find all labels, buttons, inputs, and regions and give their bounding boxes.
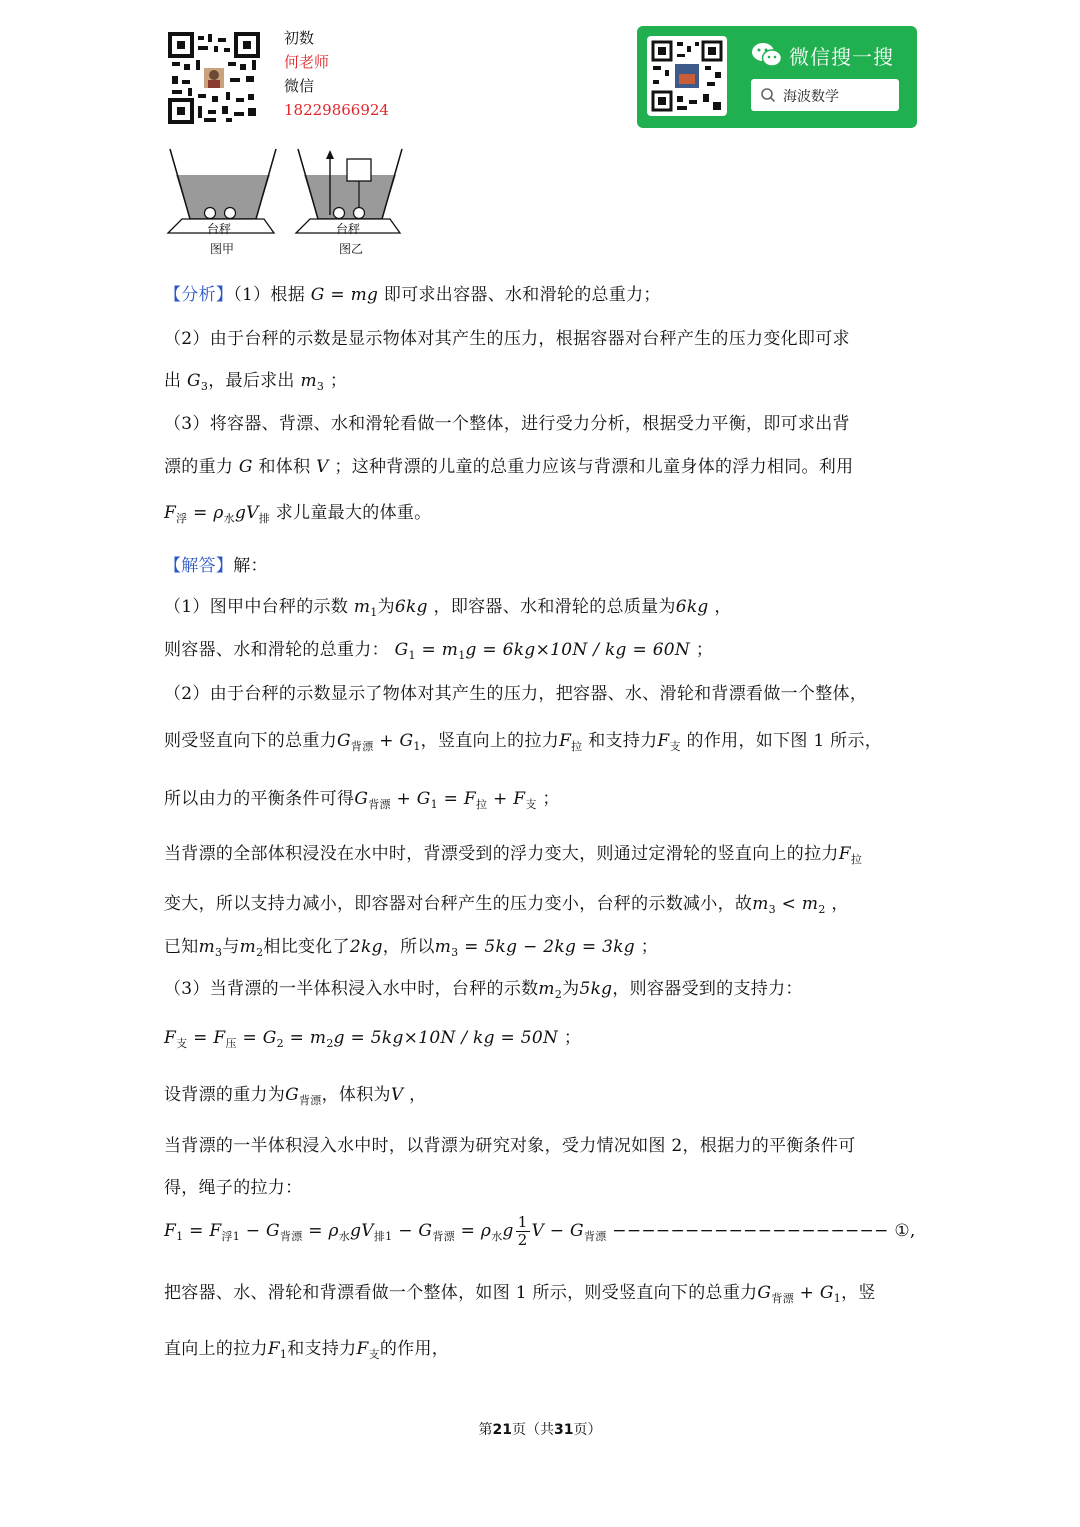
- text: （3）当背漂的一半体积浸入水中时，台秤的示数: [164, 979, 539, 999]
- solution-line-16: [164, 1334, 449, 1362]
- qr-code-icon: [168, 32, 260, 124]
- contact-qr-code: [168, 32, 260, 124]
- solution-line-5: 所以由力的平衡条件可得$G_{背漂} + G_1 = F_拉 + F_支$ ；: [164, 789, 560, 811]
- solution-line-1: （1）图甲中台秤的示数 $m_1$为6kg ，即容器、水和滑轮的总质量为6kg ，: [164, 597, 732, 619]
- solution-line-10: $F_支 = F_压 = G_2 = m_2g = 5kg\times 10N$ / kg = 50N ；: [164, 1028, 582, 1050]
- text: 把容器、水、滑轮和背漂看做一个整体，如图 1 所示，则受竖直向下的总重力: [164, 1283, 758, 1303]
- solution-tag: 【解答】: [164, 556, 234, 576]
- formula: $V - G_{背漂}$: [531, 1221, 607, 1243]
- formula: $F_1$: [267, 1339, 288, 1361]
- wechat-search-title: 微信搜一搜: [789, 45, 894, 69]
- analysis-line-2: （2）由于台秤的示数是显示物体对其产生的压力，根据容器对台秤产生的压力变化即可求: [164, 329, 850, 349]
- solution-line-9: [164, 974, 803, 1001]
- formula: = 6kg×10N / kg = 60N: [482, 640, 691, 660]
- fraction-one-half: $\frac{1}{2}$: [517, 1213, 528, 1249]
- figure-a-caption: 图甲: [210, 242, 235, 256]
- text: 第: [478, 1422, 493, 1438]
- text: 漂的重力: [164, 457, 234, 477]
- formula: $G_3$: [187, 371, 209, 393]
- text: 页（共: [512, 1422, 554, 1438]
- text: ，竖: [841, 1283, 876, 1303]
- figure-a-scale-label: 台秤: [207, 222, 232, 236]
- formula: G: [233, 457, 259, 477]
- solution-line-13: 得，绳子的拉力：: [164, 1178, 303, 1198]
- solution-line-11: 设背漂的重力为$G_{背漂}$，体积为V ，: [164, 1085, 427, 1107]
- wechat-search-card[interactable]: [637, 26, 917, 128]
- text: 变大，所以支持力减小，即容器对台秤产生的压力变小，台秤的示数减小，故: [164, 894, 753, 914]
- page-total: 31: [554, 1422, 574, 1438]
- text: ；这种背漂的儿童的总重力应该与背漂和儿童身体的浮力相同。利用: [334, 457, 854, 477]
- formula: $G_{背漂} + G_1 = F_拉 + F_支$: [354, 789, 537, 811]
- analysis-line-6: [164, 498, 431, 526]
- text: 和体积: [258, 457, 311, 477]
- formula: $G_1 = m_1g$: [394, 640, 477, 662]
- wechat-logo-icon: [751, 40, 783, 70]
- text: （1）图甲中台秤的示数: [164, 597, 349, 617]
- formula: $m_3 = 5kg - 2kg = 3kg$: [434, 937, 635, 959]
- formula: 2kg: [349, 937, 383, 957]
- search-query: 海波数学: [783, 89, 839, 105]
- contact-line: 微信: [284, 77, 315, 95]
- text: ，竖直向上的拉力: [420, 731, 560, 751]
- formula: $F_支$: [356, 1339, 380, 1361]
- text: ，最后求出: [208, 371, 295, 391]
- text: 解：: [233, 556, 268, 576]
- text: 相比变化了: [263, 937, 350, 957]
- text: 为: [377, 597, 395, 617]
- text: 直向上的拉力: [164, 1339, 268, 1359]
- solution-line-14: $F_1 = F_{浮1} - G_{背漂} = \rho_水gV_{排1} - G_{背漂} = \rho_水g$ $\frac{1}{2}$ $V - G_{背漂}$ −−−−−−−−−−−−−−−−−−− ①,: [164, 1213, 916, 1249]
- analysis-line-1: [164, 280, 661, 305]
- formula: $m_1$: [353, 597, 378, 619]
- wechat-qr-code: [647, 36, 727, 116]
- text: 即可求出容器、水和滑轮的总重力；: [383, 285, 661, 305]
- figure-b-caption: 图乙: [339, 242, 364, 256]
- formula: $F_拉$: [838, 844, 863, 866]
- solution-line-2: 则容器、水和滑轮的总重力： $G_1 = m_1g = 6kg\times 10N$ / kg = 60N ；: [164, 640, 714, 662]
- formula: $F_1 = F_{浮1} - G_{背漂} = \rho_水gV_{排1} - G_{背漂} = \rho_水g$: [164, 1221, 514, 1243]
- text: 当背漂的全部体积浸没在水中时，背漂受到的浮力变大，则通过定滑轮的竖直向上的拉力: [164, 844, 839, 864]
- text: 和支持力: [588, 731, 658, 751]
- dash-line: −−−−−−−−−−−−−−−−−−−: [612, 1221, 889, 1241]
- formula: V: [310, 457, 335, 477]
- text: （1）根据: [233, 285, 306, 305]
- text: 与: [222, 937, 240, 957]
- text: 出: [164, 371, 182, 391]
- contact-teacher: 何老师: [284, 53, 330, 71]
- equation-number: ①: [894, 1221, 910, 1241]
- formula: $F_支$: [657, 731, 681, 753]
- wechat-search-box[interactable]: [751, 79, 899, 111]
- formula: $m_3$: [198, 937, 223, 959]
- text: ，即容器、水和滑轮的总质量为: [433, 597, 676, 617]
- contact-info: [284, 26, 389, 122]
- text: 的作用，: [379, 1339, 450, 1359]
- qr-code-icon: [647, 36, 727, 116]
- figure-b-scale-label: 台秤: [336, 222, 361, 236]
- text: ，则容器受到的支持力：: [612, 979, 803, 999]
- contact-phone: 18229866924: [284, 101, 389, 119]
- text: 所以由力的平衡条件可得: [164, 789, 355, 809]
- formula: $G_{背漂} + G_1$: [337, 731, 421, 753]
- page-number: 21: [492, 1422, 512, 1438]
- solution-heading: [164, 551, 268, 576]
- solution-line-7: 变大，所以支持力减小，即容器对台秤产生的压力变小，台秤的示数减小，故$m_3 < m_2$ ，: [164, 894, 849, 916]
- text: 和支持力: [287, 1339, 357, 1359]
- solution-line-3: （2）由于台秤的示数显示了物体对其产生的压力，把容器、水、滑轮和背漂看做一个整体，: [164, 684, 868, 704]
- formula: $m_2$: [239, 937, 264, 959]
- text: ，体积为: [321, 1085, 391, 1105]
- solution-line-6: [164, 839, 862, 867]
- analysis-tag: 【分析】: [164, 285, 234, 305]
- formula: 6kg: [675, 597, 709, 617]
- text: 的作用，如下图 1 所示，: [686, 731, 883, 751]
- formula: $m_3 < m_2$: [752, 894, 826, 916]
- analysis-line-3: 出 $G_3$，最后求出 $m_3$ ；: [164, 371, 348, 393]
- solution-line-15: [164, 1278, 876, 1306]
- text: 求儿童最大的体重。: [275, 503, 432, 523]
- text: 页）: [573, 1422, 602, 1438]
- formula: G = mg: [310, 285, 379, 305]
- text: 设背漂的重力为: [164, 1085, 286, 1105]
- solution-line-4: [164, 726, 882, 754]
- formula: V: [390, 1085, 404, 1105]
- formula: $F_浮 = \rho_水gV_排$: [164, 503, 271, 525]
- formula: $F_拉$: [559, 731, 583, 753]
- search-icon: [760, 87, 776, 103]
- formula: $G_{背漂} + G_1$: [757, 1283, 842, 1305]
- text: 则受竖直向下的总重力: [164, 731, 337, 751]
- formula: $m_2$: [538, 979, 563, 1001]
- analysis-line-4: （3）将容器、背漂、水和滑轮看做一个整体，进行受力分析，根据受力平衡，即可求出背: [164, 414, 850, 434]
- text: ，所以: [382, 937, 435, 957]
- formula: $G_{背漂}$: [285, 1085, 322, 1107]
- contact-line: 初数: [284, 29, 315, 47]
- solution-line-8: 已知$m_3$与$m_2$相比变化了2kg，所以$m_3 = 5kg - 2kg = 3kg$ ；: [164, 937, 659, 959]
- solution-line-12: 当背漂的一半体积浸入水中时，以背漂为研究对象，受力情况如图 2，根据力的平衡条件可: [164, 1136, 856, 1156]
- text: 为: [562, 979, 580, 999]
- formula: $m_3$: [300, 371, 325, 393]
- formula: 5kg: [579, 979, 613, 999]
- text: 已知: [164, 937, 199, 957]
- scale-figures: [166, 145, 406, 260]
- formula: 6kg: [394, 597, 428, 617]
- page-footer: [0, 1419, 1080, 1439]
- text: 则容器、水和滑轮的总重力：: [164, 640, 389, 660]
- analysis-line-5: [164, 452, 853, 477]
- formula: $F_支 = F_压 = G_2 = m_2g = 5kg\times 10N$ / kg = 50N: [164, 1028, 559, 1050]
